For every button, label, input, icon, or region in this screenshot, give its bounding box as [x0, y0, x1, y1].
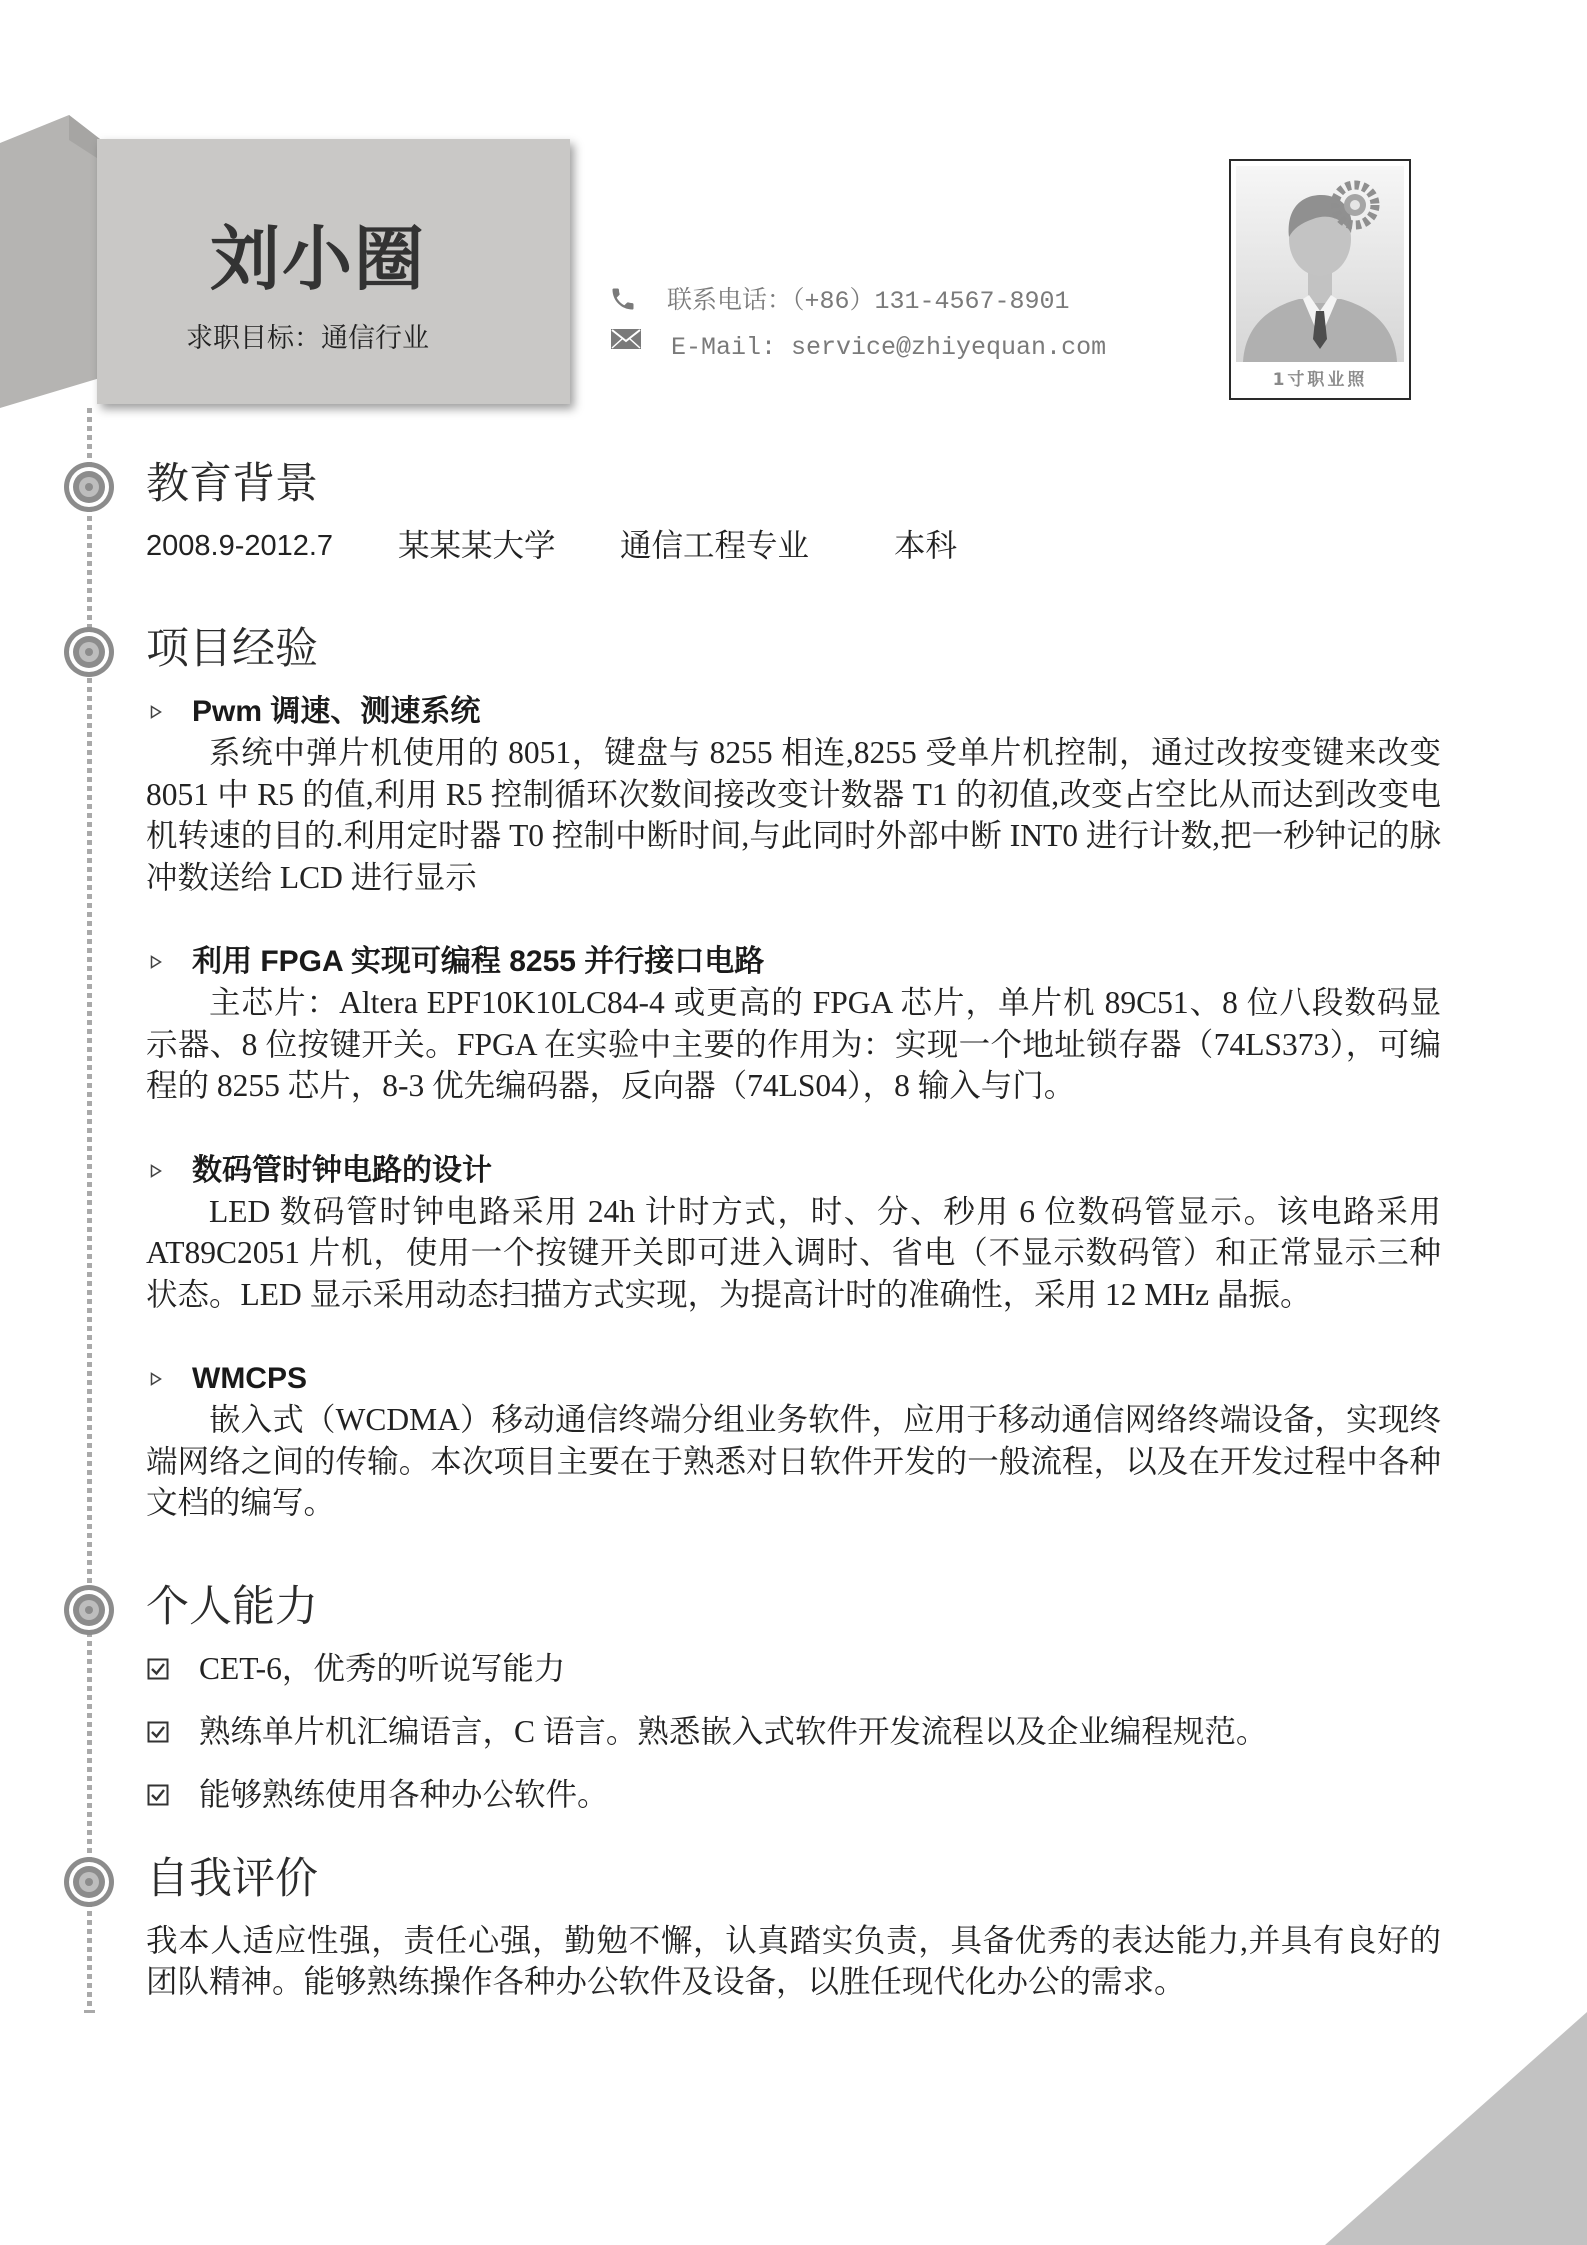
education-major: 通信工程专业 [620, 528, 810, 563]
list-item [146, 1775, 1441, 1815]
triangle-right-icon [150, 1164, 162, 1178]
list-item [146, 1649, 1441, 1689]
profile-photo [1229, 159, 1411, 400]
project-description: 主芯片：Altera EPF10K10LC84-4 或更高的 FPGA 芯片，单片机 89C51、8 位八段数码显示器、8 位按键开关。FPGA 在实验中主要的作用为：实现一个地址锁存器（74LS373），可编程的 8255 芯片，8-3 优先编码器，反向器（74LS04），8 输入与门。 [146, 985, 1442, 1103]
skill-text: 能够熟练使用各种办公软件。 [199, 1776, 609, 1812]
project-item [146, 1359, 1441, 1524]
project-title-row [146, 692, 1441, 732]
section-header [146, 456, 1441, 512]
skill-text: 熟练单片机汇编语言，C 语言。熟悉嵌入式软件开发流程以及企业编程规范。 [199, 1713, 1268, 1749]
section-title: 项目经验 [146, 624, 318, 674]
skill-text: CET-6，优秀的听说写能力 [199, 1650, 566, 1686]
target-circle-icon [63, 1856, 115, 1908]
resume-content [146, 456, 1441, 2003]
checkbox-checked-icon [147, 1721, 169, 1743]
project-title: Pwm 调速、测速系统 [192, 695, 481, 728]
target-circle-icon [63, 626, 115, 678]
project-title: WMCPS [192, 1362, 307, 1395]
self-evaluation-text: 我本人适应性强，责任心强，勤勉不懈，认真踏实负责，具备优秀的表达能力,并具有良好的团队精神。能够熟练操作各种办公软件及设备，以胜任现代化办公的需求。 [146, 1922, 1441, 1999]
checkbox-checked-icon [147, 1658, 169, 1680]
email-address: E-Mail: service@zhiyequan.com [671, 333, 1107, 362]
candidate-name: 刘小圈 [210, 218, 426, 300]
project-description: 系统中弹片机使用的 8051，键盘与 8255 相连,8255 受单片机控制，通过改按变键来改变 8051 中 R5 的值,利用 R5 控制循环次数间接改变计数器 T1 的初值,改变占空比从而达到改变电机转速的目的.利用定时器 T0 控制中断时间,与此同时外部中断 INT0 进行计数,把一秒钟记的脉冲数送给 LCD 进行显示 [146, 735, 1441, 895]
target-circle-icon [63, 1584, 115, 1636]
project-title: 利用 FPGA 实现可编程 8255 并行接口电路 [192, 945, 765, 978]
section-title: 个人能力 [146, 1581, 318, 1632]
section-header [146, 1851, 1441, 1907]
education-row [146, 526, 1441, 566]
skills-section [146, 1579, 1441, 1815]
project-title: 数码管时钟电路的设计 [192, 1153, 492, 1187]
checkbox-checked-icon [147, 1784, 169, 1806]
phone-number: 联系电话：（+86）131-4567-8901 [667, 287, 1070, 316]
education-period: 2008.9-2012.7 [146, 530, 334, 562]
project-item [146, 942, 1441, 1107]
timeline-end-tick [84, 2010, 95, 2013]
project-description: LED 数码管时钟电路采用 24h 计时方式，时、分、秒用 6 位数码管显示。该电路采用 AT89C2051 片机，使用一个按键开关即可进入调时、省电（不显示数码管）和正常显示三种状态。LED 显示采用动态扫描方式实现，为提高计时的准确性，采用 12 MHz 晶振。 [146, 1193, 1441, 1312]
education-section [146, 456, 1441, 566]
triangle-right-icon [150, 955, 162, 969]
triangle-right-icon [150, 1372, 162, 1386]
triangle-right-icon [150, 705, 162, 719]
photo-label: 1寸职业照 [1272, 370, 1368, 390]
corner-triangle [1325, 2012, 1587, 2245]
ribbon-fold-graphic [0, 100, 110, 420]
envelope-icon [610, 327, 642, 351]
section-header [146, 1579, 1441, 1635]
skills-list [146, 1649, 1441, 1815]
list-item [146, 1712, 1441, 1752]
project-description: 嵌入式（WCDMA）移动通信终端分组业务软件，应用于移动通信网络终端设备，实现终端网络之间的传输。本次项目主要在于熟悉对日软件开发的一般流程，以及在开发过程中各种文档的编写。 [146, 1402, 1441, 1520]
project-title-row [146, 1151, 1441, 1191]
self-evaluation-section [146, 1851, 1441, 2003]
project-title-row [146, 1359, 1441, 1399]
section-title: 自我评价 [146, 1853, 318, 1904]
project-item [146, 692, 1441, 898]
education-degree: 本科 [894, 528, 958, 563]
project-item [146, 1151, 1441, 1316]
ribbon-fold-left [0, 115, 100, 408]
photo-placeholder-graphic [1231, 161, 1409, 398]
projects-section [146, 621, 1441, 1524]
section-title: 教育背景 [146, 459, 318, 509]
education-school: 某某某大学 [398, 528, 556, 563]
job-objective: 求职目标：通信行业 [186, 323, 429, 353]
project-title-row [146, 942, 1441, 982]
target-circle-icon [63, 461, 115, 513]
phone-icon [609, 285, 637, 313]
section-header [146, 621, 1441, 677]
